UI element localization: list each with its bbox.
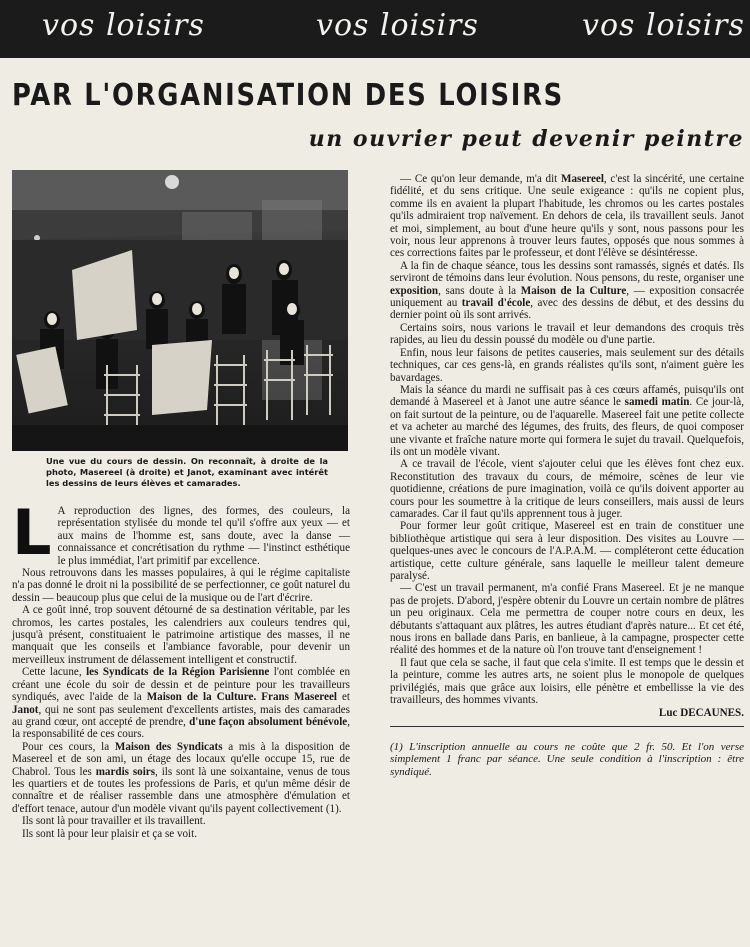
divider bbox=[390, 726, 744, 727]
author-signature: Luc DECAUNES. bbox=[658, 707, 744, 720]
paragraph: Ils sont là pour leur plaisir et ça se voit. bbox=[22, 827, 197, 840]
drop-cap: L bbox=[12, 496, 52, 569]
paragraph: Certains soirs, nous varions le travail et leur demandons des croquis très rapides, au lieu du dessin poussé du modèle ou d'une partie. bbox=[390, 321, 744, 347]
banner-word: vos loisirs bbox=[582, 8, 745, 43]
paragraph: Cette lacune, les Syndicats de la Région Parisienne l'ont comblée en créant une école du soir de dessin et de peinture pour les travailleurs syndiqués, avec l'aide de la Maison de la Culture. Frans Masereel et Janot, qui ne sont pas seulement d'excellents artistes, mais des camarades au grand cœur, ont accepté de prendre, d'une façon absolument bénévole, la responsabilité de ces cours. bbox=[12, 666, 351, 741]
photo-caption bbox=[12, 456, 348, 489]
paragraph: Enfin, nous leur faisons de petites causeries, mais seulement sur des détails techniques, car ces gens-là, en grands réalistes qu'ils sont, n'aiment guère les bavardages. bbox=[390, 346, 744, 384]
banner-word: vos loisirs bbox=[316, 8, 479, 43]
paragraph: A la fin de chaque séance, tous les dessins sont ramassés, signés et datés. Ils serviront de témoins dans leur évolution. Nous pensons, du reste, organiser une exposition, sans doute à la Maison de la Culture, — exposition consacrée uniquement au travail d'école, avec des dessins de début, et des dessins du dernier point où ils sont arrivés. bbox=[390, 259, 745, 322]
paragraph: — C'est un travail permanent, m'a confié Frans Masereel. Et je ne manque pas de projets. D'abord, j'espère obtenir du Louvre un certain nombre de plâtres un peu originaux. Cela me permettra de couper notre cours en deux, les débutants s'attaquant aux plâtres, les autres étudiant d'après nature... Et cet été, nous irons en ballade dans Paris, en banlieue, à la campagne, prospecter cette réalité des hommes et de la nature où l'on trouve tant d'enseignement ! bbox=[390, 582, 744, 657]
article-headline: PAR L'ORGANISATION DES LOISIRS bbox=[12, 78, 564, 113]
paragraph: A ce travail de l'école, vient s'ajouter celui que les élèves font chez eux. Reconstitution des travaux du cours, de mémoire, scènes de leur vie quotidienne, créations de pure imagination, voilà ce qu'ils doivent apporter au cours pour les soumettre à la critique de leurs conseillers, mais aussi de leurs camarades. Car il faut qu'ils apprennent tous à juger. bbox=[390, 458, 744, 520]
footnote: (1) L'inscription annuelle au cours ne coûte que 2 fr. 50. Et l'on verse simplement 1 franc par séance. Une seule condition à l'inscription : être syndiqué. bbox=[390, 740, 744, 778]
paragraph: Mais la séance du mardi ne suffisait pas à ces cœurs affamés, puisqu'ils ont demandé à Masereel et à Janot une autre séance le samedi matin. Ce jour-là, on fait surtout de la peinture, ou de l'aquarelle. Masereel fait une petite collecte et va acheter au marché des légumes, des fruits, des fleurs, de quoi composer une vivante et fraîche nature morte qui formera le sujet du travail. Quelquefois, ils ont un modèle vivant. bbox=[390, 383, 744, 458]
paragraph: Il faut que cela se sache, il faut que cela s'imite. Il est temps que le dessin et la peinture, comme les autres arts, ne soient plus le monopole de quelques privilégiés, mais que grâce aux loisirs, elle pénètre et embellisse la vie des travailleurs, des hommes vivants. bbox=[390, 656, 744, 707]
paragraph: Pour former leur goût critique, Masereel est en train de constituer une bibliothèque artistique qui sera à leur disposition. Des visites au Louvre — quelques-unes avec le concours de l'A.P.A.M. — compléteront cette éducation artistique, cette culture générale, sans laquelle le meilleur talent demeure paralysé. bbox=[390, 520, 744, 582]
paragraph: Pour ces cours, la Maison des Syndicats a mis à la disposition de Masereel et de son ami, un étage des locaux qu'elle occupe 15, rue de Chabrol. Tous les mardis soirs, ils sont là une soixantaine, venus de tous les quartiers et de toutes les professions de Paris, et qu'un même désir de connaître et de réaliser rassemble dans une atmosphère d'émulation et d'effort tenace, autour d'un modèle vivant qu'ils payent collectivement (1). bbox=[12, 740, 350, 815]
photo-illustration bbox=[12, 170, 348, 451]
article-subheadline: un ouvrier peut devenir peintre bbox=[308, 126, 744, 152]
banner-word: vos loisirs bbox=[42, 8, 205, 43]
paragraph: Nous retrouvons dans les masses populaires, à qui le régime capitaliste n'a pas donné le droit ni la possibilité de se perfectionner, ce goût naturel du dessin — beaucoup plus que celui de la musique ou de l'art d'écrire. bbox=[12, 567, 350, 604]
caption-lead: Une vue du cours de dessin. bbox=[46, 456, 187, 466]
caption-text: On reconnaît, à droite de la photo, Masereel (à droite) et Janot, examinant avec intérêt les dessins de leurs élèves et camarades. bbox=[46, 456, 329, 488]
right-article-column bbox=[390, 173, 744, 778]
paragraph: L A reproduction des lignes, des formes, des couleurs, la représentation stylisée du monde tel qu'il s'offre aux yeux — et aux mains de l'homme est, sans doute, avec la danse — connaissance et concrétisation du rythme — l'instinct esthétique le plus immédiat, l'art primitif par excellence. bbox=[12, 496, 350, 569]
left-article-column bbox=[12, 496, 351, 840]
section-banner bbox=[0, 0, 750, 58]
paragraph: A ce goût inné, trop souvent détourné de sa destination véritable, par les chromos, les cartes postales, les calendriers aux couleurs tendres qui, jusqu'à présent, constituaient le patrimoine artistique des masses, il ne manquait que les conseils et l'ambiance favorable, pour devenir un merveilleux instrument de délassement intelligent et constructif. bbox=[12, 604, 350, 666]
paragraph: Ils sont là pour travailler et ils travaillent. bbox=[22, 815, 206, 828]
paragraph: — Ce qu'on leur demande, m'a dit Masereel, c'est la sincérité, une certaine fidélité, et du sens critique. Une seule exigeance : qu'ils ne copient plus, comme ils en avaient la plupart l'habitude, les chromos ou les cartes postales qu'ils admiraient trop naïvement. En dehors de cela, ils travaillent seuls. Janot et moi, simplement, au bout d'une heure qu'ils y sont, nous passons pour les voir, nous leur apprenons à trouver leurs fautes, opposés que nous sommes à ces corrections faites par le professeur, et dont l'élève se désintéresse. bbox=[390, 173, 745, 260]
drawing-class-photo bbox=[12, 170, 348, 451]
